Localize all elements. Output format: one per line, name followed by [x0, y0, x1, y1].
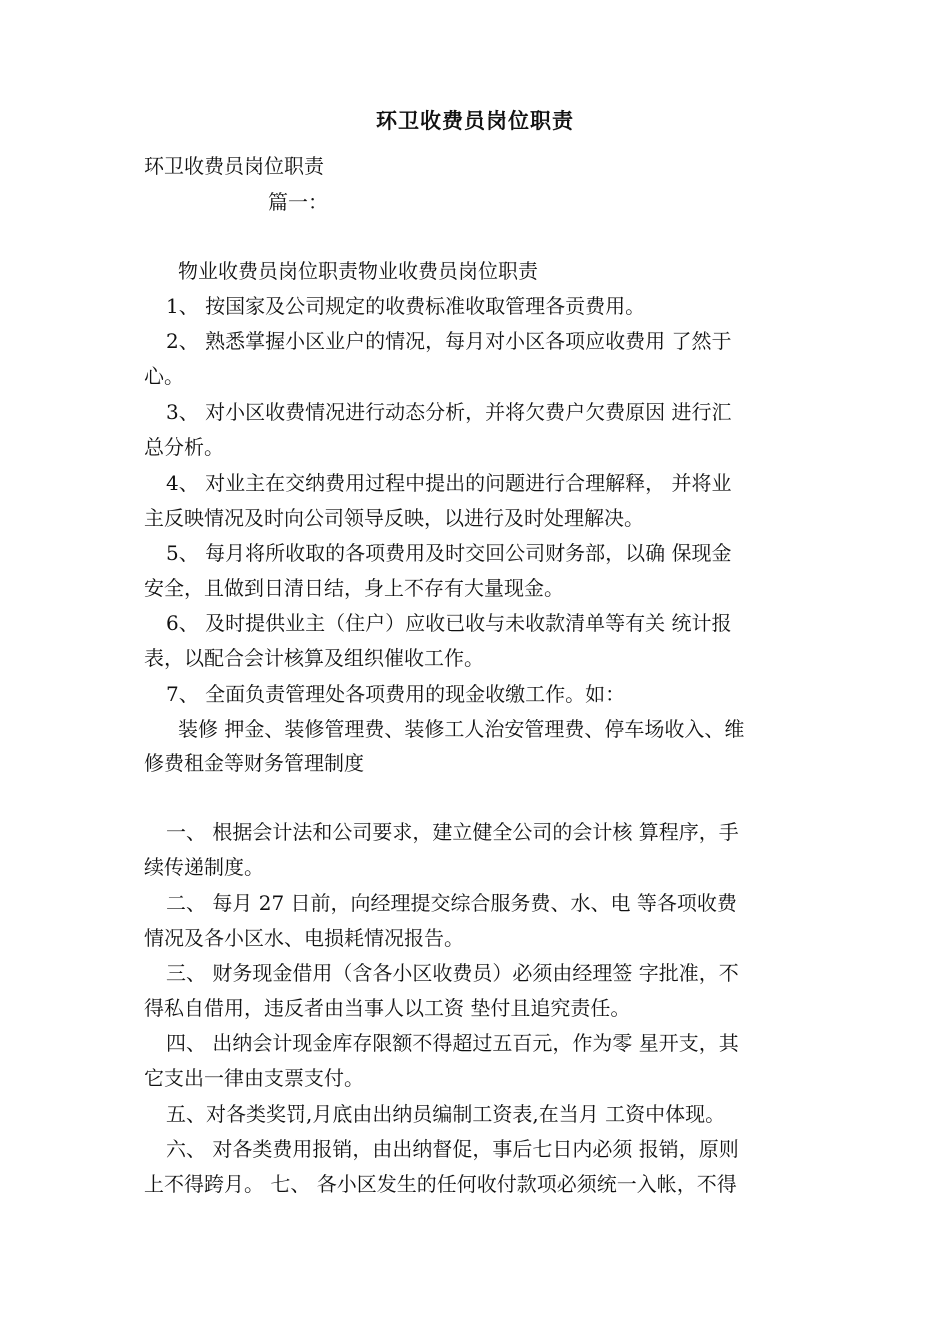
text-line: 装修 押金、装修管理费、装修工人治安管理费、停车场收入、维 — [178, 717, 745, 741]
text-line: 表，以配合会计核算及组织催收工作。 — [144, 646, 484, 670]
section-label: 篇一： — [268, 190, 328, 214]
text-line: 四、 出纳会计现金库存限额不得超过五百元，作为零 星开支，其 — [166, 1031, 739, 1055]
text-line: 3、 对小区收费情况进行动态分析，并将欠费户欠费原因 进行汇 — [166, 400, 732, 424]
text-line: 情况及各小区水、电损耗情况报告。 — [144, 926, 464, 950]
text-line: 修费租金等财务管理制度 — [144, 751, 364, 775]
text-line: 上不得跨月。 七、 各小区发生的任何收付款项必须统一入帐，不得 — [144, 1172, 737, 1196]
text-line: 得私自借用，违反者由当事人以工资 垫付且追究责任。 — [144, 996, 631, 1020]
text-line: 续传递制度。 — [144, 855, 264, 879]
document-title: 环卫收费员岗位职责 — [376, 108, 574, 133]
text-line: 7、 全面负责管理处各项费用的现金收缴工作。如： — [166, 682, 626, 706]
text-line: 5、 每月将所收取的各项费用及时交回公司财务部，以确 保现金 — [166, 541, 732, 565]
text-line: 六、 对各类费用报销，由出纳督促，事后七日内必须 报销，原则 — [166, 1137, 739, 1161]
text-line: 主反映情况及时向公司领导反映，以进行及时处理解决。 — [144, 506, 644, 530]
text-line: 三、 财务现金借用（含各小区收费员）必须由经理签 字批准，不 — [166, 961, 739, 985]
text-line: 2、 熟悉掌握小区业户的情况，每月对小区各项应收费用 了然于 — [166, 329, 732, 353]
text-line: 二、 每月 27 日前，向经理提交综合服务费、水、电 等各项收费 — [166, 891, 737, 915]
text-line: 6、 及时提供业主（住户）应收已收与未收款清单等有关 统计报 — [166, 611, 732, 635]
text-line: 心。 — [144, 364, 184, 388]
paragraph-heading: 物业收费员岗位职责物业收费员岗位职责 — [178, 259, 538, 283]
document-subtitle: 环卫收费员岗位职责 — [144, 154, 324, 178]
text-line: 1、 按国家及公司规定的收费标准收取管理各贡费用。 — [166, 294, 646, 318]
text-line: 一、 根据会计法和公司要求，建立健全公司的会计核 算程序，手 — [166, 820, 739, 844]
text-line: 安全，且做到日清日结，身上不存有大量现金。 — [144, 576, 564, 600]
text-line: 五、对各类奖罚,月底由出纳员编制工资表,在当月 工资中体现。 — [166, 1102, 726, 1126]
text-line: 它支出一律由支票支付。 — [144, 1066, 364, 1090]
text-line: 4、 对业主在交纳费用过程中提出的问题进行合理解释， 并将业 — [166, 471, 732, 495]
text-line: 总分析。 — [144, 435, 224, 459]
